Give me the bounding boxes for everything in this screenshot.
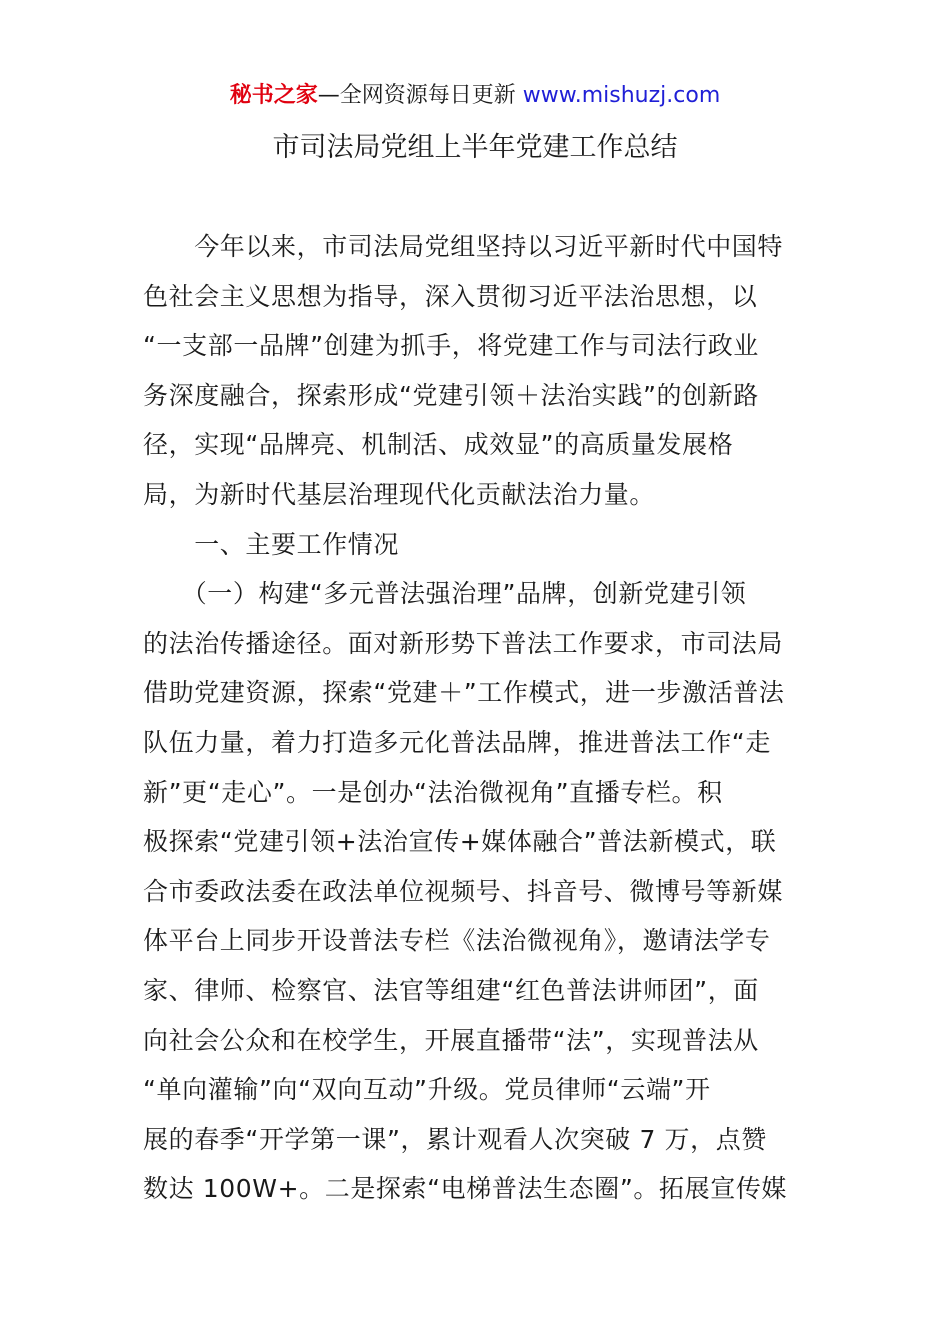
body-line: 新”更“走心”。一是创办“法治微视角”直播专栏。积 bbox=[143, 777, 723, 807]
body-line: 合市委政法委在政法单位视频号、抖音号、微博号等新媒 bbox=[143, 876, 784, 906]
body-line: 务深度融合，探索形成“党建引领＋法治实践”的创新路 bbox=[143, 380, 759, 410]
site-header bbox=[0, 80, 950, 112]
body-line: “一支部一品牌”创建为抓手，将党建工作与司法行政业 bbox=[143, 331, 759, 361]
body-line: 今年以来，市司法局党组坚持以习近平新时代中国特 bbox=[143, 232, 784, 261]
body-line: 向社会公众和在校学生，开展直播带“法”，实现普法从 bbox=[143, 1025, 759, 1055]
body-line: 局，为新时代基层治理现代化贡献法治力量。 bbox=[143, 479, 656, 509]
document-title: 市司法局党组上半年党建工作总结 bbox=[272, 132, 678, 163]
body-line: 家、律师、检察官、法官等组建“红色普法讲师团”，面 bbox=[143, 975, 759, 1005]
site-tagline: —全网资源每日更新 bbox=[317, 83, 523, 108]
site-url-link[interactable]: www.mishuzj.com bbox=[522, 83, 721, 108]
document-body bbox=[143, 222, 809, 1214]
body-line: 展的春季“开学第一课”，累计观看人次突破 7 万，点赞 bbox=[143, 1124, 767, 1154]
body-line: 径，实现“品牌亮、机制活、成效显”的高质量发展格 bbox=[143, 430, 734, 460]
body-line: 色社会主义思想为指导，深入贯彻习近平法治思想，以 bbox=[143, 281, 758, 311]
body-line: 的法治传播途径。面对新形势下普法工作要求，市司法局 bbox=[143, 628, 784, 658]
body-line: 极探索“党建引领+法治宣传+媒体融合”普法新模式，联 bbox=[143, 827, 777, 857]
body-line: “单向灌输”向“双向互动”升级。党员律师“云端”开 bbox=[143, 1075, 711, 1105]
body-line: 体平台上同步开设普法专栏《法治微视角》，邀请法学专 bbox=[143, 926, 771, 956]
body-line: 借助党建资源，探索“党建＋”工作模式，进一步激活普法 bbox=[143, 678, 785, 708]
body-line: 数达 100W+。二是探索“电梯普法生态圈”。拓展宣传媒 bbox=[143, 1174, 788, 1204]
site-name: 秘书之家 bbox=[229, 83, 318, 108]
body-line: （一）构建“多元普法强治理”品牌，创新党建引领 bbox=[143, 579, 747, 609]
section-heading: 一、主要工作情况 bbox=[143, 529, 400, 559]
body-line: 队伍力量，着力打造多元化普法品牌，推进普法工作“走 bbox=[143, 727, 771, 757]
